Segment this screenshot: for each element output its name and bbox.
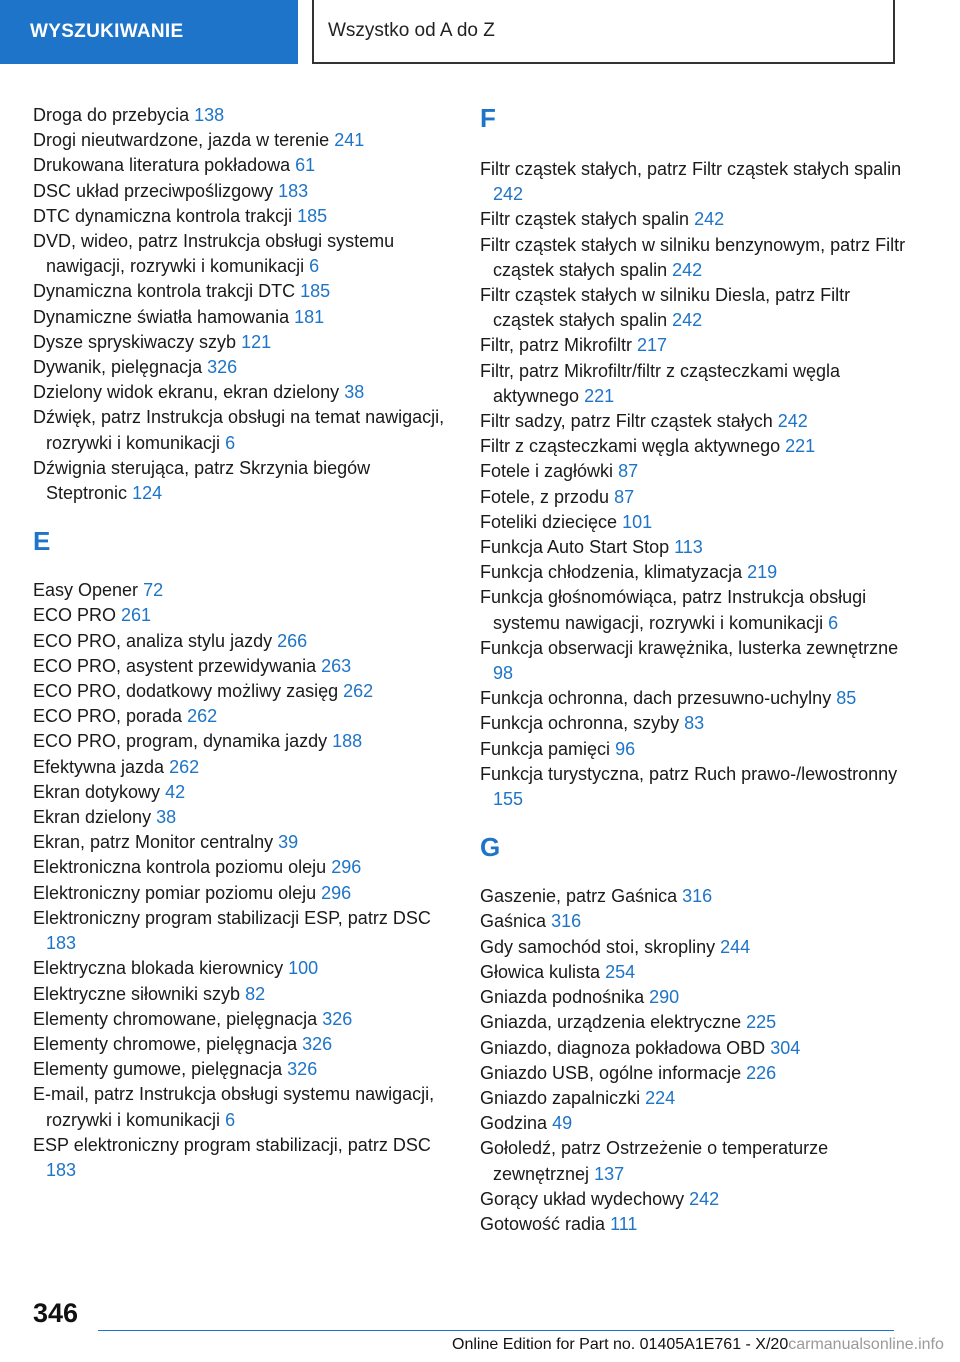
index-entry xyxy=(480,535,910,560)
index-entry xyxy=(480,1187,910,1212)
index-entry xyxy=(33,830,453,855)
index-entry-text: Funkcja głośnomówiąca, patrz Instrukcja obsługi systemu nawigacji, rozrywki i komunikacji xyxy=(480,587,867,633)
index-entry xyxy=(33,103,453,128)
index-entry-text: Godzina xyxy=(480,1113,548,1134)
index-entry xyxy=(480,585,910,635)
index-entry xyxy=(480,960,910,985)
index-entry xyxy=(33,755,453,780)
index-page-link[interactable]: 296 xyxy=(321,882,352,903)
index-entry-text: Filtr cząstek stałych, patrz Filtr cząstek stałych spalin xyxy=(480,159,902,179)
index-entry-text: Gniazdo zapalniczki xyxy=(480,1087,641,1108)
index-entry xyxy=(480,434,910,459)
index-page-link[interactable]: 242 xyxy=(694,209,725,230)
index-page-link[interactable]: 290 xyxy=(649,987,680,1008)
index-page-link[interactable]: 49 xyxy=(552,1113,573,1134)
index-page-link[interactable]: 38 xyxy=(156,807,177,828)
index-page-link[interactable]: 224 xyxy=(645,1087,676,1108)
index-entry-text: ECO PRO xyxy=(33,605,117,626)
index-entry xyxy=(33,405,453,455)
index-entry-text: Elektroniczny pomiar poziomu oleju xyxy=(33,882,317,903)
index-entry-text: Gaszenie, patrz Gaśnica xyxy=(480,886,678,907)
index-entry xyxy=(33,906,453,956)
index-entry-text: Filtr cząstek stałych spalin xyxy=(480,209,690,230)
index-entry xyxy=(33,1007,453,1032)
index-entry-text: Gołoledź, patrz Ostrzeżenie o temperaturze zewnętrznej xyxy=(480,1138,829,1184)
index-page-link[interactable]: 6 xyxy=(225,1109,236,1130)
index-page-link[interactable]: 39 xyxy=(278,832,299,853)
index-page-link[interactable]: 6 xyxy=(309,256,320,277)
index-entry xyxy=(33,855,453,880)
index-entry xyxy=(33,881,453,906)
index-page-link[interactable]: 113 xyxy=(674,537,703,558)
index-entry xyxy=(33,1133,453,1183)
index-page-link[interactable]: 185 xyxy=(300,281,331,302)
index-entry xyxy=(33,305,453,330)
index-entry-text: Gniazda podnośnika xyxy=(480,987,645,1008)
index-entry xyxy=(33,805,453,830)
index-entry-text: Ekran, patrz Monitor centralny xyxy=(33,832,274,853)
index-entry-text: DVD, wideo, patrz Instrukcja obsługi systemu nawigacji, rozrywki i komunikacji xyxy=(33,231,395,277)
index-page-link[interactable]: 316 xyxy=(682,886,713,907)
index-entry xyxy=(33,679,453,704)
index-entry-text: Dywanik, pielęgnacja xyxy=(33,357,203,378)
index-entry-text: Fotele i zagłówki xyxy=(480,461,614,482)
index-entry xyxy=(33,1057,453,1082)
index-page-link[interactable]: 326 xyxy=(322,1008,353,1029)
index-entry xyxy=(480,1061,910,1086)
index-entry-text: Funkcja chłodzenia, klimatyzacja xyxy=(480,562,743,583)
index-page-link[interactable]: 221 xyxy=(785,436,816,457)
index-entry xyxy=(480,207,910,232)
index-page-link[interactable]: 98 xyxy=(493,663,514,684)
index-entry xyxy=(480,1036,910,1061)
index-page-link[interactable]: 241 xyxy=(334,130,365,151)
index-page-link[interactable]: 219 xyxy=(747,562,778,583)
index-entry xyxy=(33,1082,453,1132)
index-entry-text: E-mail, patrz Instrukcja obsługi systemu nawigacji, rozrywki i komunikacji xyxy=(33,1084,435,1130)
index-entry-text: Elementy chromowane, pielęgnacja xyxy=(33,1008,318,1029)
index-entry-text: Filtr z cząsteczkami węgla aktywnego xyxy=(480,436,781,457)
index-entry xyxy=(33,279,453,304)
index-entry-text: Funkcja Auto Start Stop xyxy=(480,537,670,558)
index-page-link[interactable]: 226 xyxy=(746,1062,777,1083)
index-entry xyxy=(480,711,910,736)
index-entry-text: Funkcja obserwacji krawężnika, lusterka zewnętrzne xyxy=(480,637,899,658)
index-entry xyxy=(480,1212,910,1237)
watermark: carmanualsonline.info xyxy=(788,1336,944,1353)
index-entry-text: ECO PRO, porada xyxy=(33,706,183,727)
index-page-link[interactable]: 72 xyxy=(143,580,164,601)
index-entry-text: Dzielony widok ekranu, ekran dzielony xyxy=(33,382,340,403)
index-entry xyxy=(480,409,910,434)
index-entry-text: ECO PRO, dodatkowy możliwy zasięg xyxy=(33,681,339,702)
index-entry-text: Filtr, patrz Mikrofiltr/filtr z cząsteczkami węgla aktywnego xyxy=(480,360,841,406)
index-entry-text: Dynamiczne światła hamowania xyxy=(33,306,290,327)
index-entry-text: Efektywna jazda xyxy=(33,756,165,777)
index-page-link[interactable]: 96 xyxy=(615,738,636,759)
index-entry-text: Elektroniczny program stabilizacji ESP, patrz DSC xyxy=(33,907,431,928)
index-page-link[interactable]: 296 xyxy=(331,857,362,878)
index-entry xyxy=(33,704,453,729)
index-page-link[interactable]: 42 xyxy=(165,781,186,802)
index-entry-text: Gniazda, urządzenia elektryczne xyxy=(480,1012,742,1033)
index-entry xyxy=(33,179,453,204)
index-page-link[interactable]: 316 xyxy=(551,911,582,932)
index-page-link[interactable]: 100 xyxy=(288,958,319,979)
index-entry-text: ECO PRO, program, dynamika jazdy xyxy=(33,731,328,752)
index-page-link[interactable]: 217 xyxy=(637,335,668,356)
index-entry-text: ESP elektroniczny program stabilizacji, patrz DSC xyxy=(33,1134,431,1155)
index-letter-heading: G xyxy=(480,832,501,863)
index-entry-text: Gdy samochód stoi, skropliny xyxy=(480,936,716,957)
index-page-link[interactable]: 263 xyxy=(321,655,352,676)
index-entry xyxy=(33,629,453,654)
index-page-link[interactable]: 261 xyxy=(121,605,152,626)
index-entry xyxy=(33,229,453,279)
index-letter-heading: F xyxy=(480,103,496,133)
index-entry xyxy=(33,380,453,405)
index-entry xyxy=(480,485,910,510)
index-entry-text: Gorący układ wydechowy xyxy=(480,1188,685,1209)
index-entry xyxy=(33,982,453,1007)
index-entry xyxy=(33,204,453,229)
index-entry-text: Gaśnica xyxy=(480,911,547,932)
index-page-link[interactable]: 225 xyxy=(746,1012,777,1033)
index-entry-text: Easy Opener xyxy=(33,580,139,601)
index-page-link[interactable]: 262 xyxy=(187,706,218,727)
index-entry xyxy=(480,909,910,934)
index-entry-text: Elementy chromowe, pielęgnacja xyxy=(33,1033,298,1054)
index-entry xyxy=(33,355,453,380)
page-number: 346 xyxy=(33,1298,79,1328)
index-page-link[interactable]: 83 xyxy=(684,713,705,734)
index-entry-text: Ekran dzielony xyxy=(33,807,152,828)
index-entry-text: Elementy gumowe, pielęgnacja xyxy=(33,1059,283,1080)
footer-edition xyxy=(452,1336,944,1354)
index-entry xyxy=(480,737,910,762)
index-letter-heading: E xyxy=(33,526,51,557)
index-page-link[interactable]: 183 xyxy=(46,1159,77,1180)
section-tab-search[interactable]: WYSZUKIWANIE xyxy=(0,0,298,64)
index-entry xyxy=(480,1010,910,1035)
index-entry-text: DSC układ przeciwpoślizgowy xyxy=(33,180,274,201)
index-entry xyxy=(33,1032,453,1057)
index-page-link[interactable]: 121 xyxy=(241,331,272,352)
index-entry xyxy=(480,510,910,535)
index-page-link[interactable]: 221 xyxy=(584,385,615,406)
index-page-link[interactable]: 181 xyxy=(294,306,325,327)
index-entry xyxy=(33,128,453,153)
index-entry xyxy=(33,456,453,506)
index-entry-text: Elektryczne siłowniki szyb xyxy=(33,983,241,1004)
index-page-link[interactable]: 137 xyxy=(594,1163,625,1184)
index-entry xyxy=(33,956,453,981)
index-entry xyxy=(480,985,910,1010)
index-page-link[interactable]: 304 xyxy=(770,1037,801,1058)
index-entry-text: Dysze spryskiwaczy szyb xyxy=(33,331,237,352)
index-entry xyxy=(33,780,453,805)
index-entry-text: Elektroniczna kontrola poziomu oleju xyxy=(33,857,327,878)
index-page-link[interactable]: 262 xyxy=(343,681,374,702)
index-entry-text: Funkcja pamięci xyxy=(480,738,611,759)
section-title: Wszystko od A do Z xyxy=(312,0,895,64)
index-page-link[interactable]: 254 xyxy=(605,961,636,982)
index-column-right xyxy=(480,103,910,1237)
index-entry-text: Dźwignia sterująca, patrz Skrzynia biegów Steptronic xyxy=(33,457,371,504)
index-page-link[interactable]: 326 xyxy=(207,357,238,378)
footer-divider xyxy=(98,1330,894,1331)
index-page-link[interactable]: 262 xyxy=(169,756,200,777)
index-entry-text: Foteliki dziecięce xyxy=(480,511,618,532)
index-entry-text: Funkcja ochronna, szyby xyxy=(480,713,680,734)
index-page-link[interactable]: 242 xyxy=(689,1188,720,1209)
index-entry-text: Filtr cząstek stałych w silniku Diesla, patrz Filtr cząstek stałych spalin xyxy=(480,285,851,331)
index-entry-text: Funkcja ochronna, dach przesuwno-uchylny xyxy=(480,688,832,709)
index-page-link[interactable]: 242 xyxy=(672,310,703,331)
index-entry-text: DTC dynamiczna kontrola trakcji xyxy=(33,205,293,226)
index-entry-text: Filtr sadzy, patrz Filtr cząstek stałych xyxy=(480,411,773,432)
page-header xyxy=(0,0,960,66)
index-entry-text: Gotowość radia xyxy=(480,1213,606,1234)
index-page-link[interactable]: 266 xyxy=(277,630,308,651)
index-column-left xyxy=(33,103,453,1183)
index-page-link[interactable]: 326 xyxy=(302,1033,333,1054)
index-entry xyxy=(480,636,910,686)
index-entry-text: Ekran dotykowy xyxy=(33,781,161,802)
index-entry-text: Funkcja turystyczna, patrz Ruch prawo-/lewostronny xyxy=(480,763,898,784)
index-entry-text: Gniazdo USB, ogólne informacje xyxy=(480,1062,742,1083)
index-page-link[interactable]: 155 xyxy=(493,789,524,810)
index-entry xyxy=(480,157,910,207)
index-page-link[interactable]: 242 xyxy=(777,411,808,432)
index-entry-text: Filtr cząstek stałych w silniku benzynowym, patrz Filtr cząstek stałych spalin xyxy=(480,234,906,280)
index-page-link[interactable]: 6 xyxy=(225,432,236,453)
index-entry-text: Fotele, z przodu xyxy=(480,486,610,507)
index-entry xyxy=(33,153,453,178)
index-entry xyxy=(480,333,910,358)
index-page-link[interactable]: 183 xyxy=(46,933,77,954)
index-page-link[interactable]: 244 xyxy=(720,936,751,957)
index-entry xyxy=(480,359,910,409)
index-page-link[interactable]: 138 xyxy=(194,105,225,125)
index-entry xyxy=(480,1111,910,1136)
index-page-link[interactable]: 185 xyxy=(297,205,328,226)
index-entry xyxy=(480,459,910,484)
index-entry-text: Głowica kulista xyxy=(480,961,601,982)
index-page-link[interactable]: 124 xyxy=(132,483,163,504)
index-page-link[interactable]: 85 xyxy=(836,688,857,709)
index-entry xyxy=(480,884,910,909)
index-entry-text: ECO PRO, analiza stylu jazdy xyxy=(33,630,273,651)
edition-text: Online Edition for Part no. 01405A1E761 - X/20 xyxy=(452,1336,789,1353)
index-entry xyxy=(480,560,910,585)
index-page-link[interactable]: 111 xyxy=(610,1213,638,1234)
index-entry xyxy=(480,1136,910,1186)
index-page-link[interactable]: 38 xyxy=(344,382,365,403)
index-page-link[interactable]: 87 xyxy=(618,461,639,482)
index-entry-text: Drogi nieutwardzone, jazda w terenie xyxy=(33,130,330,151)
index-entry xyxy=(480,935,910,960)
index-entry-text: Dźwięk, patrz Instrukcja obsługi na temat nawigacji, rozrywki i komunikacji xyxy=(33,407,445,453)
index-entry xyxy=(480,762,910,812)
index-entry xyxy=(480,1086,910,1111)
index-entry-text: ECO PRO, asystent przewidywania xyxy=(33,655,317,676)
index-entry-text: Dynamiczna kontrola trakcji DTC xyxy=(33,281,296,302)
index-entry xyxy=(33,578,453,603)
index-entry-text: Elektryczna blokada kierownicy xyxy=(33,958,284,979)
index-page-link[interactable]: 82 xyxy=(245,983,266,1004)
index-page-link[interactable]: 6 xyxy=(828,612,839,633)
index-entry-text: Droga do przebycia xyxy=(33,105,190,125)
index-entry-text: Gniazdo, diagnoza pokładowa OBD xyxy=(480,1037,766,1058)
index-page-link[interactable]: 242 xyxy=(672,259,703,280)
index-page-link[interactable]: 87 xyxy=(614,486,635,507)
index-page-link[interactable]: 188 xyxy=(332,731,363,752)
index-entry xyxy=(33,603,453,628)
index-entry xyxy=(480,233,910,283)
index-page-link[interactable]: 242 xyxy=(493,184,524,205)
index-entry xyxy=(33,654,453,679)
index-page-link[interactable]: 61 xyxy=(295,155,316,176)
index-entry xyxy=(33,729,453,754)
index-page-link[interactable]: 326 xyxy=(287,1059,318,1080)
index-entry xyxy=(480,283,910,333)
index-entry-text: Drukowana literatura pokładowa xyxy=(33,155,291,176)
index-page-link[interactable]: 183 xyxy=(278,180,309,201)
index-entry xyxy=(33,330,453,355)
index-page-link[interactable]: 101 xyxy=(622,511,653,532)
index-entry xyxy=(480,686,910,711)
index-entry-text: Filtr, patrz Mikrofiltr xyxy=(480,335,633,356)
